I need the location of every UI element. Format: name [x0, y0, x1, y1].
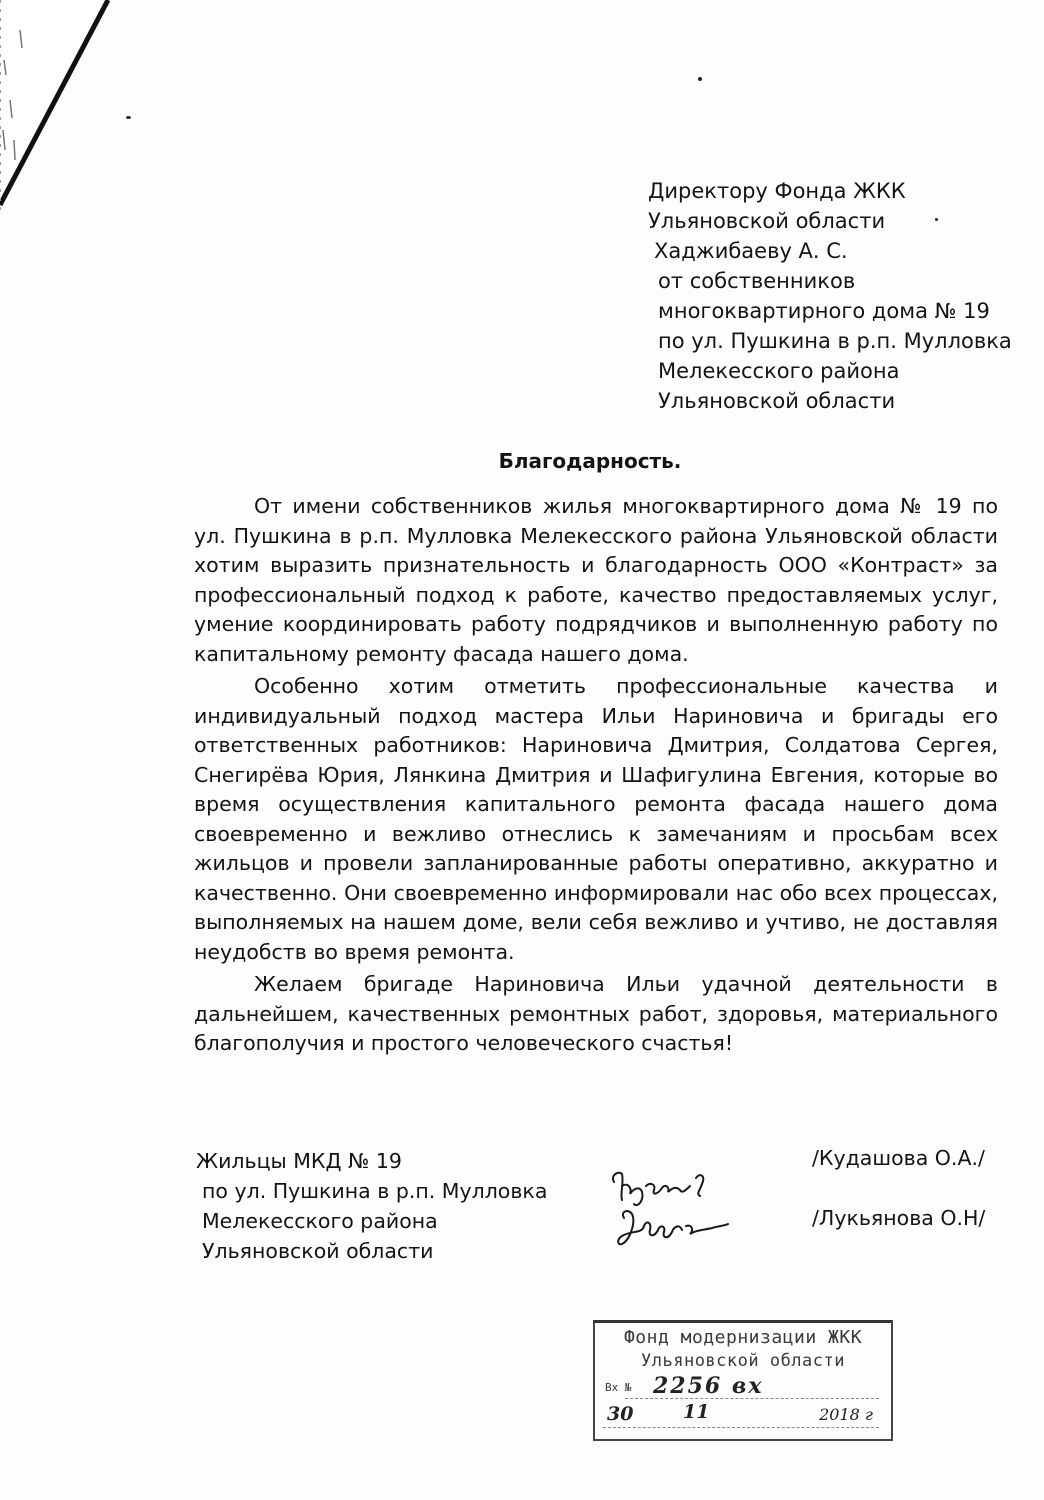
signer-name: /Кудашова О.А./ [812, 1146, 985, 1170]
addressee-line: Хаджибаеву А. С. [654, 239, 848, 263]
signer-names [812, 1143, 985, 1263]
signers-block [196, 1146, 547, 1266]
addressee-line: многоквартирного дома № 19 [658, 299, 990, 323]
addressee-line: по ул. Пушкина в р.п. Мулловка [658, 329, 1012, 353]
body-paragraph: Особенно хотим отметить профессиональные качества и индивидуальный подход мастера Ильи Нариновича и бригады его ответственных работников: Нариновича Дмитрия, Солдатова Сергея, Снегирёва Юрия, Лянкина Дмитрия и Шафигулина Евгения, которые во время осуществления капитального ремонта фасада нашего дома своевременно и вежливо отнеслись к замечаниям и просьбам всех жильцов и провели запланированные работы оперативно, аккуратно и качественно. Они своевременно информировали нас обо всех процессах, выполняемых на нашем доме, вели себя вежливо и учтиво, не доставляя неудобств во время ремонта. [194, 674, 998, 964]
stamp-underline [603, 1427, 879, 1428]
signers-line: Жильцы МКД № 19 [196, 1149, 402, 1173]
stamp-month: 11 [683, 1401, 710, 1423]
stamp-in-number: 2256 вх [653, 1373, 764, 1399]
addressee-line: Ульяновской области [648, 209, 886, 233]
addressee-block [648, 176, 1012, 416]
letter-body [194, 492, 998, 1062]
addressee-line: от собственников [658, 269, 856, 293]
scan-speck [698, 77, 702, 81]
stamp-day: 30 [607, 1403, 634, 1425]
stamp-underline [625, 1398, 879, 1399]
scan-edge-artifact [0, 0, 130, 230]
signer-name: /Лукьянова О.Н/ [812, 1206, 986, 1230]
addressee-line: Ульяновской области [658, 389, 896, 413]
handwritten-signatures [600, 1160, 770, 1270]
document-title: Благодарность. [498, 449, 682, 473]
addressee-line: Мелекесского района [658, 359, 900, 383]
addressee-line: Директору Фонда ЖКК [648, 179, 906, 203]
stamp-org-line: Ульяновской области [641, 1351, 845, 1371]
body-paragraph: От имени собственников жилья многоквартирного дома № 19 по ул. Пушкина в р.п. Мулловка Мелекесского района Ульяновской области хотим выразить признательность и благодарность ООО «Контраст» за профессиональный подход к работе, качество предоставляемых услуг, умение координировать работу подрядчиков и выполненную работу по капитальному ремонту фасада нашего дома. [194, 494, 998, 666]
signers-line: по ул. Пушкина в р.п. Мулловка [202, 1179, 548, 1203]
registration-stamp [593, 1320, 893, 1441]
signers-line: Мелекесского района [202, 1209, 438, 1233]
stamp-org-line: Фонд модернизации ЖКК [623, 1327, 863, 1348]
scan-speck [126, 116, 131, 119]
stamp-year: 2018 г [819, 1405, 873, 1424]
signers-line: Ульяновской области [202, 1239, 434, 1263]
body-paragraph: Желаем бригаде Нариновича Ильи удачной деятельности в дальнейшем, качественных ремонтных работ, здоровья, материального благополучия и простого человеческого счастья! [194, 972, 998, 1055]
stamp-in-label: Вх № [605, 1381, 632, 1394]
